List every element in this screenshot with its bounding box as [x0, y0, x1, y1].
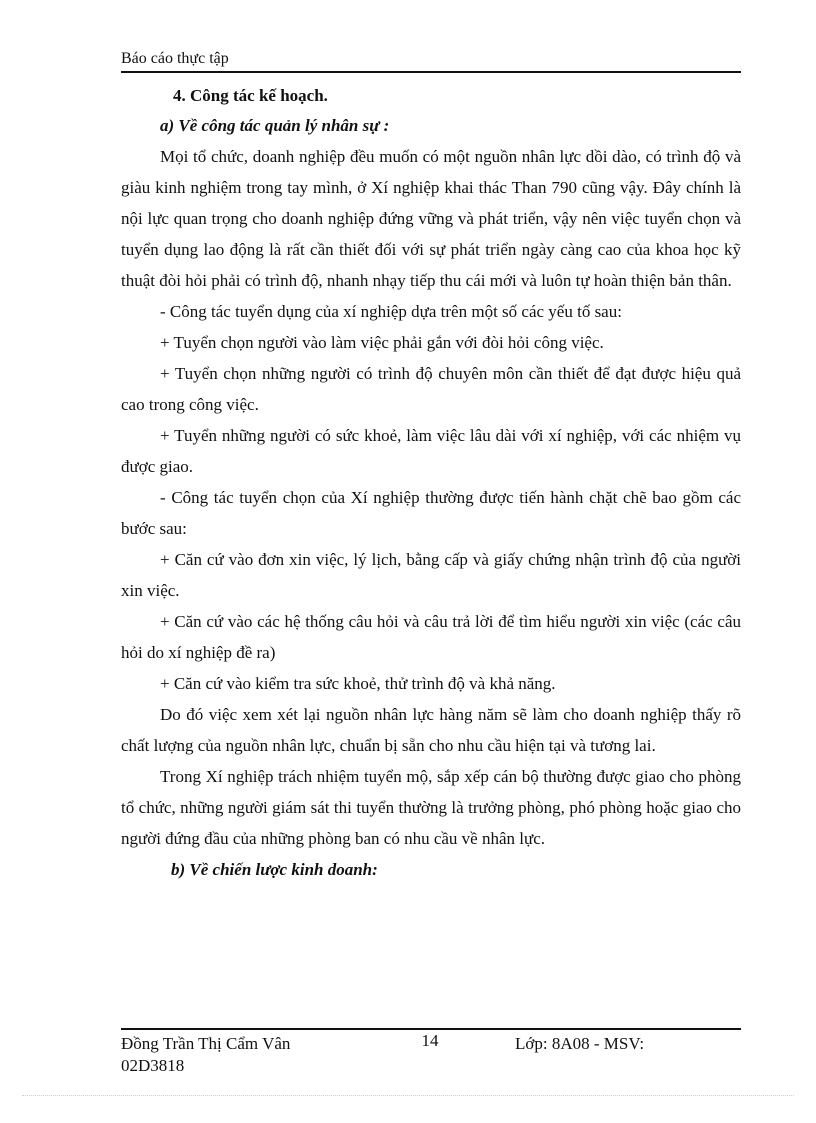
page-header-title: Báo cáo thực tập [121, 50, 229, 67]
paragraph: + Căn cứ vào các hệ thống câu hỏi và câu trả lời để tìm hiểu người xin việc (các câu hỏi do xí nghiệp đề ra) [121, 612, 741, 662]
paragraph: + Căn cứ vào kiểm tra sức khoẻ, thử trình độ và khả năng. [160, 674, 556, 693]
paragraph: - Công tác tuyển chọn của Xí nghiệp thường được tiến hành chặt chẽ bao gồm các bước sau: [121, 488, 741, 538]
paragraph: + Tuyển chọn người vào làm việc phải gắn với đòi hỏi công việc. [160, 333, 604, 352]
footer-student-id: 02D3818 [121, 1056, 185, 1075]
paragraph: Trong Xí nghiệp trách nhiệm tuyển mộ, sắp xếp cán bộ thường được giao cho phòng tổ chức, những người giám sát thi tuyển thường là trưởng phòng, phó phòng hoặc giao cho người đứng đầu của những phòng ban có nhu cầu về nhân lực. [121, 767, 741, 848]
paragraph: + Tuyển chọn những người có trình độ chuyên môn cần thiết để đạt được hiệu quả cao trong công việc. [121, 364, 741, 414]
subsection-a-heading: a) Về công tác quản lý nhân sự : [160, 116, 390, 135]
header-divider [121, 71, 741, 73]
paragraph: Do đó việc xem xét lại nguồn nhân lực hàng năm sẽ làm cho doanh nghiệp thấy rõ chất lượng của nguồn nhân lực, chuẩn bị sẵn cho nhu cầu hiện tại và tương lai. [121, 705, 741, 755]
paragraph: Mọi tổ chức, doanh nghiệp đều muốn có một nguồn nhân lực dồi dào, có trình độ và giàu kinh nghiệm trong tay mình, ở Xí nghiệp khai thác Than 790 cũng vậy. Đây chính là nội lực quan trọng cho doanh nghiệp đứng vững và phát triển, vậy nên việc tuyển chọn và tuyển dụng lao động là rất cần thiết đối với sự phát triển ngày càng cao của khoa học kỹ thuật đòi hỏi phải có trình độ, nhanh nhạy tiếp thu cái mới và luôn tự hoàn thiện bản thân. [121, 147, 741, 290]
paragraph: + Căn cứ vào đơn xin việc, lý lịch, bằng cấp và giấy chứng nhận trình độ của người xin việc. [121, 550, 741, 600]
paragraph: + Tuyển những người có sức khoẻ, làm việc lâu dài với xí nghiệp, với các nhiệm vụ được giao. [121, 426, 741, 476]
footer-author [121, 1033, 381, 1077]
subsection-b-heading: b) Về chiến lược kinh doanh: [171, 860, 378, 879]
document-body [121, 82, 741, 885]
section-heading: 4. Công tác kế hoạch. [173, 86, 328, 105]
footer-class-info: Lớp: 8A08 - MSV: [515, 1034, 645, 1053]
paragraph: - Công tác tuyển dụng của xí nghiệp dựa trên một số các yếu tố sau: [160, 302, 622, 321]
page-number: 14 [421, 1031, 439, 1050]
page-bottom-edge [22, 1095, 794, 1096]
footer-author-name: Đồng Trần Thị Cẩm Vân [121, 1034, 291, 1053]
